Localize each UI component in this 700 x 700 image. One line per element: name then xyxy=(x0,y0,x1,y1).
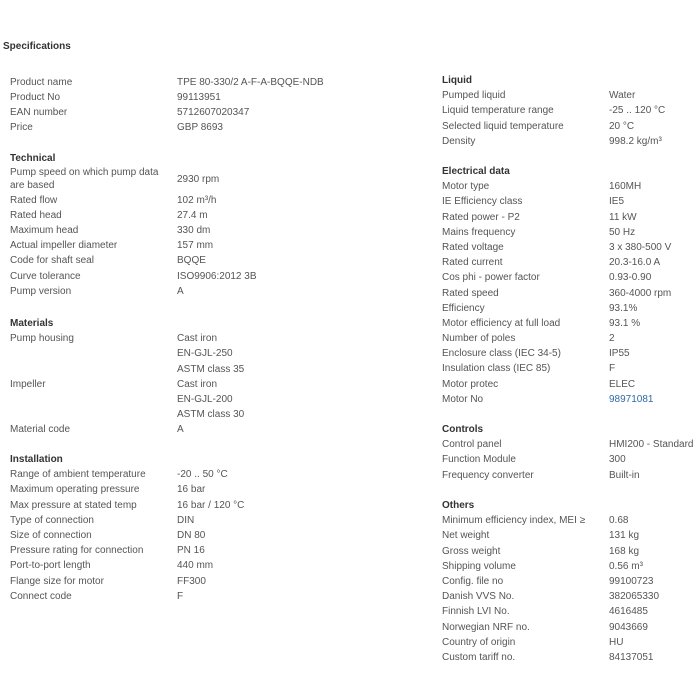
spec-label: Danish VVS No. xyxy=(442,591,515,603)
section-title-others: Others xyxy=(442,500,475,511)
spec-row xyxy=(10,223,340,238)
spec-value xyxy=(609,604,648,619)
spec-row xyxy=(442,119,700,134)
spec-label: Material code xyxy=(10,424,71,436)
spec-value-line: 330 dm xyxy=(177,225,211,237)
spec-value-line: 99100723 xyxy=(609,575,654,587)
spec-value-line: 93.1 % xyxy=(609,317,641,329)
spec-row xyxy=(10,513,340,528)
spec-row xyxy=(442,270,700,285)
spec-label: Price xyxy=(10,122,33,134)
spec-value xyxy=(609,528,639,543)
spec-label: Minimum efficiency index, MEI ≥ xyxy=(442,515,586,527)
spec-value-line: DN 80 xyxy=(177,529,206,541)
spec-row xyxy=(10,558,340,573)
spec-value-line: 102 m³/h xyxy=(177,194,217,206)
spec-row xyxy=(442,346,700,361)
spec-row xyxy=(442,210,700,225)
spec-value xyxy=(177,558,213,573)
spec-row xyxy=(442,301,700,316)
spec-value xyxy=(609,134,662,149)
spec-label: Actual impeller diameter xyxy=(10,240,118,252)
spec-value xyxy=(177,467,228,482)
spec-label: Rated power - P2 xyxy=(442,211,520,223)
spec-row xyxy=(442,134,700,149)
spec-label: Liquid temperature range xyxy=(442,105,554,117)
spec-value-line: BQQE xyxy=(177,255,206,267)
spec-value-line: 440 mm xyxy=(177,560,214,572)
spec-value-line: 131 kg xyxy=(609,530,640,542)
spec-label: Gross weight xyxy=(442,545,501,557)
spec-row xyxy=(442,392,700,407)
spec-row xyxy=(10,75,340,90)
spec-label: Motor type xyxy=(442,181,490,193)
spec-value xyxy=(177,120,223,135)
spec-value-line: 168 kg xyxy=(609,545,640,557)
spec-label: Motor efficiency at full load xyxy=(442,317,561,329)
section-installation xyxy=(10,452,340,604)
spec-value-line: 3 x 380-500 V xyxy=(609,241,672,253)
spec-row xyxy=(442,316,700,331)
spec-row xyxy=(10,377,340,423)
spec-value-line: ELEC xyxy=(609,378,636,390)
spec-value xyxy=(177,574,206,589)
spec-label: Finnish LVI No. xyxy=(442,606,510,618)
spec-label: Function Module xyxy=(442,454,516,466)
spec-label: EAN number xyxy=(10,106,68,118)
spec-value-link[interactable] xyxy=(609,392,654,407)
section-title-controls: Controls xyxy=(442,424,484,435)
spec-value xyxy=(177,377,244,423)
spec-value-line: TPE 80-330/2 A-F-A-BQQE-NDB xyxy=(177,76,324,88)
spec-label: Custom tariff no. xyxy=(442,651,516,663)
spec-label: Config. file no xyxy=(442,575,504,587)
spec-value-line: Cast iron xyxy=(177,333,218,345)
spec-value xyxy=(177,208,208,223)
section-controls xyxy=(442,422,700,483)
spec-row xyxy=(10,331,340,377)
spec-row xyxy=(442,635,700,650)
spec-label: Rated head xyxy=(10,209,62,221)
spec-value-line: A xyxy=(177,424,184,436)
section-title-installation: Installation xyxy=(10,454,63,465)
spec-value xyxy=(177,90,221,105)
spec-row xyxy=(442,377,700,392)
spec-value-line: HU xyxy=(609,636,624,648)
spec-value xyxy=(177,513,194,528)
spec-value xyxy=(177,284,184,299)
spec-value-line: 0.68 xyxy=(609,515,629,527)
spec-row xyxy=(442,437,700,452)
spec-label: Maximum operating pressure xyxy=(10,484,140,496)
spec-row xyxy=(442,255,700,270)
spec-label: Product No xyxy=(10,91,61,103)
spec-label: Type of connection xyxy=(10,514,94,526)
spec-value-line: 50 Hz xyxy=(609,226,636,238)
spec-label: Pump version xyxy=(10,285,72,297)
spec-row xyxy=(442,559,700,574)
spec-row xyxy=(10,105,340,120)
spec-value xyxy=(609,225,635,240)
spec-label: Cos phi - power factor xyxy=(442,272,540,284)
spec-value xyxy=(609,635,623,650)
spec-row xyxy=(10,166,340,193)
spec-row xyxy=(442,286,700,301)
spec-value-line: 9043669 xyxy=(609,621,648,633)
spec-label: Selected liquid temperature xyxy=(442,120,564,132)
spec-value xyxy=(609,452,626,467)
spec-label: Flange size for motor xyxy=(10,575,104,587)
spec-row xyxy=(442,513,700,528)
spec-label: Efficiency xyxy=(442,302,485,314)
page-title: Specifications xyxy=(3,41,71,52)
spec-row xyxy=(10,238,340,253)
spec-value-line: Built-in xyxy=(609,469,640,481)
spec-label: Pumped liquid xyxy=(442,90,506,102)
spec-row xyxy=(10,422,340,437)
spec-value-line: Water xyxy=(609,90,636,102)
spec-value-line: 20.3-16.0 A xyxy=(609,257,661,269)
spec-row xyxy=(442,452,700,467)
spec-value-line: 93.1% xyxy=(609,302,638,314)
spec-row xyxy=(442,240,700,255)
spec-value-line: 300 xyxy=(609,454,626,466)
spec-value xyxy=(609,513,628,528)
spec-row xyxy=(10,208,340,223)
spec-value xyxy=(609,88,635,103)
spec-label: Frequency converter xyxy=(442,469,534,481)
spec-value xyxy=(609,240,671,255)
spec-label: Pump housing xyxy=(10,333,74,345)
spec-row xyxy=(10,589,340,604)
spec-value-line: IE5 xyxy=(609,196,625,208)
spec-row xyxy=(442,361,700,376)
spec-row xyxy=(442,194,700,209)
spec-row xyxy=(442,225,700,240)
spec-value xyxy=(609,574,654,589)
spec-value xyxy=(609,346,630,361)
spec-row xyxy=(442,574,700,589)
spec-value-line: EN-GJL-200 xyxy=(177,393,233,405)
spec-value-line: 998.2 kg/m³ xyxy=(609,135,662,147)
spec-value xyxy=(609,210,637,225)
spec-label: Motor protec xyxy=(442,378,499,390)
spec-value xyxy=(177,331,244,377)
spec-value-line: 84137051 xyxy=(609,651,654,663)
spec-row xyxy=(10,193,340,208)
spec-label: Country of origin xyxy=(442,636,516,648)
spec-row xyxy=(10,284,340,299)
spec-label: Rated current xyxy=(442,257,503,269)
spec-row xyxy=(10,528,340,543)
spec-value-line: 99113951 xyxy=(177,91,221,103)
spec-label: Size of connection xyxy=(10,529,92,541)
spec-label: Rated speed xyxy=(442,287,499,299)
spec-label: Density xyxy=(442,135,476,147)
spec-row xyxy=(442,650,700,665)
spec-label: Norwegian NRF no. xyxy=(442,621,530,633)
spec-value xyxy=(609,103,665,118)
spec-label: Net weight xyxy=(442,530,490,542)
spec-row xyxy=(442,528,700,543)
spec-value xyxy=(609,255,660,270)
spec-row xyxy=(442,544,700,559)
spec-value-line: -20 .. 50 °C xyxy=(177,469,228,481)
spec-value xyxy=(609,301,637,316)
spec-value xyxy=(609,331,615,346)
spec-value-line: 5712607020347 xyxy=(177,106,250,118)
spec-value xyxy=(177,172,219,187)
spec-row xyxy=(442,88,700,103)
spec-label: Insulation class (IEC 85) xyxy=(442,363,551,375)
spec-label: IE Efficiency class xyxy=(442,196,523,208)
spec-value-line: 382065330 xyxy=(609,591,660,603)
spec-row xyxy=(10,253,340,268)
spec-label: Curve tolerance xyxy=(10,270,81,282)
spec-value xyxy=(177,422,184,437)
spec-row xyxy=(10,467,340,482)
section-title-electrical: Electrical data xyxy=(442,166,510,177)
spec-label: Motor No xyxy=(442,393,484,405)
spec-value-line: ASTM class 30 xyxy=(177,409,245,421)
spec-value-line: HMI200 - Standard xyxy=(609,439,694,451)
spec-value xyxy=(609,270,651,285)
spec-label: Port-to-port length xyxy=(10,560,91,572)
spec-row xyxy=(10,498,340,513)
spec-value xyxy=(609,544,639,559)
spec-label: Code for shaft seal xyxy=(10,255,94,267)
spec-value xyxy=(177,269,257,284)
spec-value-line: A xyxy=(177,285,184,297)
spec-value xyxy=(609,437,694,452)
spec-label: Mains frequency xyxy=(442,226,516,238)
spec-value-line: 16 bar xyxy=(177,484,206,496)
spec-value-line: ISO9906:2012 3B xyxy=(177,270,257,282)
section-others xyxy=(442,498,700,665)
spec-value-line: PN 16 xyxy=(177,545,205,557)
spec-value xyxy=(177,238,213,253)
spec-value xyxy=(609,620,648,635)
spec-value-line: GBP 8693 xyxy=(177,122,223,134)
spec-value xyxy=(177,193,216,208)
spec-row xyxy=(442,604,700,619)
spec-value-line: Cast iron xyxy=(177,378,218,390)
spec-value xyxy=(177,543,205,558)
spec-row xyxy=(442,589,700,604)
spec-value-line: 360-4000 rpm xyxy=(609,287,672,299)
spec-row xyxy=(10,120,340,135)
section-title-materials: Materials xyxy=(10,318,54,329)
section-electrical xyxy=(442,164,700,407)
section-technical xyxy=(10,151,340,300)
spec-value xyxy=(177,75,324,90)
spec-label: Max pressure at stated temp xyxy=(10,499,137,511)
spec-label: Shipping volume xyxy=(442,560,516,572)
spec-value xyxy=(177,105,249,120)
section-title-technical: Technical xyxy=(10,152,56,164)
spec-value-line: 2 xyxy=(609,333,615,345)
section-title-liquid: Liquid xyxy=(442,75,472,86)
spec-value-line: 2930 rpm xyxy=(177,173,220,185)
spec-row xyxy=(442,468,700,483)
spec-value xyxy=(609,194,624,209)
spec-label: Pressure rating for connection xyxy=(10,545,144,557)
spec-row xyxy=(10,482,340,497)
spec-label: Control panel xyxy=(442,439,502,451)
spec-label: Maximum head xyxy=(10,225,79,237)
spec-value xyxy=(609,589,659,604)
spec-value-line: IP55 xyxy=(609,348,630,360)
spec-label: Number of poles xyxy=(442,333,516,345)
spec-value-line: 16 bar / 120 °C xyxy=(177,499,245,511)
section-product xyxy=(10,75,340,136)
spec-value-line: EN-GJL-250 xyxy=(177,348,233,360)
spec-value-line: F xyxy=(609,363,616,375)
spec-value xyxy=(609,316,640,331)
spec-value xyxy=(177,482,205,497)
spec-row xyxy=(442,103,700,118)
spec-row xyxy=(10,574,340,589)
spec-row xyxy=(10,90,340,105)
spec-row xyxy=(442,620,700,635)
spec-value-line: 160MH xyxy=(609,181,642,193)
spec-row xyxy=(442,331,700,346)
spec-value-line: DIN xyxy=(177,514,195,526)
spec-value xyxy=(177,223,210,238)
spec-value xyxy=(609,559,643,574)
spec-value-line: -25 .. 120 °C xyxy=(609,105,666,117)
section-materials xyxy=(10,316,340,438)
spec-value xyxy=(609,377,635,392)
spec-label: Product name xyxy=(10,76,73,88)
spec-label: Rated flow xyxy=(10,194,58,206)
spec-row xyxy=(10,269,340,284)
spec-value-line: 0.56 m³ xyxy=(609,560,643,572)
spec-value-line: 0.93-0.90 xyxy=(609,272,652,284)
spec-value-line: FF300 xyxy=(177,575,206,587)
spec-value xyxy=(609,650,654,665)
spec-value-line: 20 °C xyxy=(609,120,635,132)
spec-label: Enclosure class (IEC 34-5) xyxy=(442,348,561,360)
spec-value-line: F xyxy=(177,590,184,602)
spec-value-line[interactable]: 98971081 xyxy=(609,393,654,405)
spec-value-line: 157 mm xyxy=(177,240,214,252)
spec-value xyxy=(177,528,205,543)
section-liquid xyxy=(442,73,700,149)
spec-label: Rated voltage xyxy=(442,241,504,253)
spec-label: Pump speed on which pump data are based xyxy=(10,166,159,191)
spec-row xyxy=(10,543,340,558)
spec-value-line: ASTM class 35 xyxy=(177,363,245,375)
spec-row xyxy=(442,179,700,194)
spec-value xyxy=(609,468,640,483)
spec-value-line: 27.4 m xyxy=(177,209,208,221)
spec-value xyxy=(609,361,615,376)
spec-value-line: 4616485 xyxy=(609,606,648,618)
spec-value xyxy=(609,179,641,194)
spec-value xyxy=(177,253,206,268)
spec-value xyxy=(609,119,634,134)
spec-value xyxy=(177,589,183,604)
spec-value-line: 11 kW xyxy=(609,211,637,223)
spec-value xyxy=(609,286,671,301)
spec-label: Connect code xyxy=(10,590,72,602)
spec-value xyxy=(177,498,244,513)
spec-label: Impeller xyxy=(10,378,46,390)
spec-label: Range of ambient temperature xyxy=(10,469,146,481)
